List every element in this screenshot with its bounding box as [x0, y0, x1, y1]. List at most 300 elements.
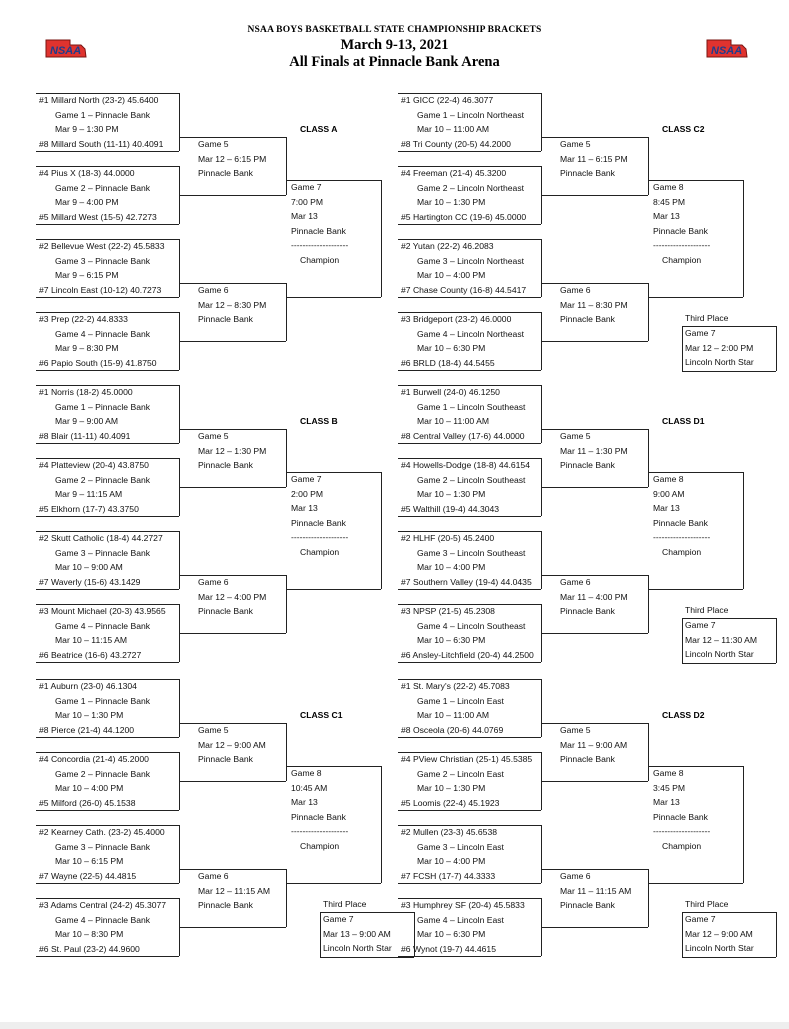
bracket-line — [179, 723, 286, 724]
bracket-line — [541, 679, 542, 737]
bracket-line — [398, 93, 541, 94]
bracket-line — [286, 283, 287, 341]
team-entry: #7 Lincoln East (10-12) 40.7273 — [39, 284, 162, 295]
bracket-line — [541, 385, 542, 443]
bracket-line — [179, 93, 180, 151]
bracket-line — [286, 472, 381, 473]
team-entry: #6 Papio South (15-9) 41.8750 — [39, 357, 157, 368]
bracket-line — [36, 151, 179, 152]
third-place-label: Third Place — [685, 605, 729, 616]
semifinal-time: Mar 11 – 8:30 PM — [560, 299, 628, 310]
final-site: Pinnacle Bank — [291, 811, 346, 822]
bracket-line — [286, 589, 381, 590]
class-label: CLASS D1 — [662, 416, 705, 426]
bracket-line — [179, 429, 286, 430]
semifinal-site: Pinnacle Bank — [560, 168, 615, 179]
date-range: March 9-13, 2021 — [340, 37, 449, 53]
bracket-line — [398, 589, 541, 590]
bracket-line — [541, 195, 648, 196]
final-divider: -------------------- — [653, 532, 711, 543]
final-date: Mar 13 — [291, 211, 318, 222]
bracket-line — [398, 312, 541, 313]
bracket-line — [398, 752, 541, 753]
final-date: Mar 13 — [291, 797, 318, 808]
champion-label: Champion — [662, 255, 702, 265]
class-label: CLASS B — [300, 416, 338, 426]
game-label: Game 2 – Lincoln Southeast — [417, 474, 526, 485]
bracket-line — [743, 766, 744, 883]
game-time: Mar 10 – 4:00 PM — [417, 856, 486, 867]
team-entry: #8 Central Valley (17-6) 44.0000 — [401, 430, 525, 441]
bracket-line — [776, 618, 777, 663]
bracket-line — [179, 385, 180, 443]
semifinal-game: Game 6 — [560, 285, 591, 295]
final-time: 9:00 AM — [653, 488, 685, 499]
game-time: Mar 10 – 4:00 PM — [55, 783, 124, 794]
bracket-line — [682, 371, 776, 372]
team-entry: #1 Auburn (23-0) 46.1304 — [39, 681, 137, 691]
bracket-line — [541, 429, 648, 430]
bracket-line — [682, 618, 683, 663]
third-place-time: Mar 12 – 11:30 AM — [685, 634, 757, 645]
game-time: Mar 9 – 6:15 PM — [55, 270, 119, 281]
bracket-line — [776, 326, 777, 371]
bracket-line — [398, 825, 541, 826]
team-entry: #1 GICC (22-4) 46.3077 — [401, 95, 494, 105]
final-game: Game 8 — [653, 182, 684, 192]
bracket-line — [36, 589, 179, 590]
champion-label: Champion — [300, 841, 340, 851]
bracket-line — [36, 752, 179, 753]
final-divider: -------------------- — [653, 826, 711, 837]
bracket-line — [36, 516, 179, 517]
game-time: Mar 10 – 11:00 AM — [417, 124, 489, 135]
final-site: Pinnacle Bank — [653, 811, 708, 822]
semifinal-site: Pinnacle Bank — [198, 754, 253, 765]
venue-line: All Finals at Pinnacle Bank Arena — [289, 54, 500, 70]
semifinal-site: Pinnacle Bank — [198, 460, 253, 471]
game-time: Mar 10 – 1:30 PM — [55, 710, 124, 721]
team-entry: #1 St. Mary's (22-2) 45.7083 — [401, 681, 510, 691]
game-time: Mar 10 – 6:15 PM — [55, 856, 124, 867]
semifinal-game: Game 6 — [560, 871, 591, 881]
bracket-line — [398, 810, 541, 811]
team-entry: #4 Freeman (21-4) 45.3200 — [401, 168, 507, 178]
game-time: Mar 10 – 8:30 PM — [55, 929, 124, 940]
final-game: Game 8 — [291, 768, 322, 778]
final-time: 8:45 PM — [653, 196, 686, 207]
game-label: Game 4 – Pinnacle Bank — [55, 914, 151, 925]
semifinal-time: Mar 11 – 9:00 AM — [560, 739, 628, 750]
game-time: Mar 10 – 11:00 AM — [417, 710, 489, 721]
team-entry: #2 HLHF (20-5) 45.2400 — [401, 533, 495, 543]
champion-label: Champion — [300, 255, 340, 265]
final-site: Pinnacle Bank — [291, 517, 346, 528]
bracket-line — [286, 869, 287, 927]
game-label: Game 4 – Lincoln Northeast — [417, 328, 525, 339]
team-entry: #5 Walthill (19-4) 44.3043 — [401, 503, 500, 514]
bracket-line — [682, 912, 683, 957]
team-entry: #2 Mullen (23-3) 45.6538 — [401, 827, 498, 837]
third-place-time: Mar 12 – 9:00 AM — [685, 928, 753, 939]
bracket-line — [36, 737, 179, 738]
team-entry: #6 BRLD (18-4) 44.5455 — [401, 357, 495, 368]
bracket-line — [36, 239, 179, 240]
team-entry: #8 Osceola (20-6) 44.0769 — [401, 724, 504, 735]
bracket-line — [286, 180, 381, 181]
bracket-line — [320, 957, 414, 958]
team-entry: #3 Humphrey SF (20-4) 45.5833 — [401, 900, 525, 910]
game-time: Mar 10 – 4:00 PM — [417, 270, 486, 281]
bracket-line — [179, 137, 286, 138]
svg-text:NSAA: NSAA — [50, 45, 82, 57]
team-entry: #7 Chase County (16-8) 44.5417 — [401, 284, 527, 295]
bracket-line — [743, 472, 744, 589]
bracket-line — [398, 883, 541, 884]
team-entry: #4 Pius X (18-3) 44.0000 — [39, 168, 135, 178]
team-entry: #3 Mount Michael (20-3) 43.9565 — [39, 606, 166, 616]
semifinal-site: Pinnacle Bank — [560, 314, 615, 325]
team-entry: #4 Howells-Dodge (18-8) 44.6154 — [401, 460, 530, 470]
bracket-line — [541, 239, 542, 297]
semifinal-site: Pinnacle Bank — [198, 606, 253, 617]
team-entry: #4 Concordia (21-4) 45.2000 — [39, 754, 149, 764]
bracket-line — [682, 326, 776, 327]
third-place-game: Game 7 — [323, 914, 354, 924]
team-entry: #8 Blair (11-11) 40.4091 — [39, 430, 131, 441]
bracket-line — [36, 443, 179, 444]
team-entry: #5 Millard West (15-5) 42.7273 — [39, 211, 157, 222]
team-entry: #1 Norris (18-2) 45.0000 — [39, 387, 133, 397]
bracket-line — [398, 898, 541, 899]
bracket-line — [648, 429, 649, 487]
semifinal-time: Mar 11 – 6:15 PM — [560, 153, 628, 164]
team-entry: #2 Kearney Cath. (23-2) 45.4000 — [39, 827, 165, 837]
bracket-line — [179, 869, 286, 870]
game-time: Mar 10 – 4:00 PM — [417, 562, 486, 573]
semifinal-game: Game 5 — [560, 139, 591, 149]
semifinal-site: Pinnacle Bank — [560, 460, 615, 471]
team-entry: #3 Prep (22-2) 44.8333 — [39, 314, 128, 324]
team-entry: #3 NPSP (21-5) 45.2308 — [401, 606, 495, 616]
semifinal-site: Pinnacle Bank — [560, 606, 615, 617]
team-entry: #6 Wynot (19-7) 44.4615 — [401, 943, 496, 954]
team-entry: #5 Loomis (22-4) 45.1923 — [401, 797, 500, 808]
third-place-site: Lincoln North Star — [685, 357, 754, 368]
game-label: Game 1 – Lincoln East — [417, 695, 504, 706]
bracket-line — [36, 531, 179, 532]
third-place-site: Lincoln North Star — [685, 943, 754, 954]
bracket-line — [36, 93, 179, 94]
team-entry: #8 Tri County (20-5) 44.2000 — [401, 138, 511, 149]
game-time: Mar 9 – 1:30 PM — [55, 124, 119, 135]
semifinal-time: Mar 12 – 11:15 AM — [198, 885, 270, 896]
game-time: Mar 9 – 4:00 PM — [55, 197, 119, 208]
semifinal-time: Mar 11 – 11:15 AM — [560, 885, 632, 896]
game-label: Game 3 – Lincoln Northeast — [417, 255, 525, 266]
game-label: Game 1 – Pinnacle Bank — [55, 109, 151, 120]
semifinal-time: Mar 12 – 4:00 PM — [198, 591, 267, 602]
bracket-line — [541, 825, 542, 883]
team-entry: #5 Elkhorn (17-7) 43.3750 — [39, 503, 139, 514]
final-divider: -------------------- — [291, 240, 349, 251]
team-entry: #2 Yutan (22-2) 46.2083 — [401, 241, 494, 251]
class-label: CLASS A — [300, 124, 338, 134]
bracket-line — [648, 180, 743, 181]
bracket-line — [36, 370, 179, 371]
final-divider: -------------------- — [653, 240, 711, 251]
game-label: Game 2 – Lincoln Northeast — [417, 182, 525, 193]
game-time: Mar 9 – 11:15 AM — [55, 489, 123, 500]
team-entry: #3 Adams Central (24-2) 45.3077 — [39, 900, 167, 910]
game-time: Mar 10 – 6:30 PM — [417, 635, 486, 646]
bracket-line — [398, 151, 541, 152]
team-entry: #2 Skutt Catholic (18-4) 44.2727 — [39, 533, 163, 543]
semifinal-game: Game 5 — [560, 725, 591, 735]
bracket-line — [398, 224, 541, 225]
team-entry: #3 Bridgeport (23-2) 46.0000 — [401, 314, 512, 324]
bracket-line — [682, 957, 776, 958]
team-entry: #8 Millard South (11-11) 40.4091 — [39, 138, 164, 149]
bracket-line — [398, 531, 541, 532]
bracket-line — [648, 297, 743, 298]
bracket-line — [179, 283, 286, 284]
team-entry: #5 Milford (26-0) 45.1538 — [39, 797, 136, 808]
bracket-line — [286, 723, 287, 781]
final-game: Game 7 — [291, 474, 322, 484]
semifinal-time: Mar 12 – 8:30 PM — [198, 299, 267, 310]
bracket-line — [398, 297, 541, 298]
bracket-line — [398, 166, 541, 167]
bracket-line — [179, 825, 180, 883]
team-entry: #1 Burwell (24-0) 46.1250 — [401, 387, 500, 397]
bracket-line — [36, 825, 179, 826]
final-site: Pinnacle Bank — [653, 225, 708, 236]
bracket-line — [179, 781, 286, 782]
bracket-line — [179, 927, 286, 928]
game-label: Game 4 – Pinnacle Bank — [55, 328, 151, 339]
third-place-game: Game 7 — [685, 620, 716, 630]
semifinal-game: Game 6 — [560, 577, 591, 587]
champion-label: Champion — [662, 547, 702, 557]
team-entry: #4 Platteview (20-4) 43.8750 — [39, 460, 149, 470]
team-entry: #6 Beatrice (16-6) 43.2727 — [39, 649, 142, 660]
bracket-line — [541, 575, 648, 576]
bracket-line — [682, 618, 776, 619]
bracket-line — [541, 137, 648, 138]
bracket-line — [381, 766, 382, 883]
bracket-line — [398, 679, 541, 680]
bracket-line — [648, 766, 743, 767]
bracket-line — [776, 912, 777, 957]
bracket-line — [398, 370, 541, 371]
bracket-line — [36, 166, 179, 167]
bracket-line — [398, 239, 541, 240]
bracket-line — [36, 956, 179, 957]
bracket-line — [36, 297, 179, 298]
bracket-line — [286, 137, 287, 195]
bracket-line — [541, 927, 648, 928]
game-label: Game 2 – Pinnacle Bank — [55, 768, 151, 779]
bracket-line — [398, 737, 541, 738]
team-entry: #4 PView Christian (25-1) 45.5385 — [401, 754, 533, 764]
semifinal-time: Mar 12 – 1:30 PM — [198, 445, 267, 456]
bracket-line — [682, 326, 683, 371]
bracket-line — [682, 912, 776, 913]
third-place-site: Lincoln North Star — [323, 943, 392, 954]
third-place-game: Game 7 — [685, 328, 716, 338]
bracket-line — [541, 869, 648, 870]
bracket-line — [36, 662, 179, 663]
champion-label: Champion — [300, 547, 340, 557]
champion-label: Champion — [662, 841, 702, 851]
bracket-line — [36, 604, 179, 605]
bracket-line — [179, 679, 180, 737]
bracket-line — [541, 93, 542, 151]
bracket-line — [179, 531, 180, 589]
final-game: Game 7 — [291, 182, 322, 192]
game-label: Game 1 – Pinnacle Bank — [55, 695, 151, 706]
bracket-line — [398, 516, 541, 517]
semifinal-site: Pinnacle Bank — [198, 168, 253, 179]
third-place-label: Third Place — [323, 899, 367, 910]
team-entry: #7 FCSH (17-7) 44.3333 — [401, 870, 496, 881]
bracket-line — [398, 662, 541, 663]
game-label: Game 1 – Pinnacle Bank — [55, 401, 151, 412]
bracket-line — [541, 723, 648, 724]
semifinal-game: Game 5 — [198, 139, 229, 149]
bracket-line — [648, 723, 649, 781]
bracket-line — [286, 575, 287, 633]
game-time: Mar 9 – 8:30 PM — [55, 343, 119, 354]
game-time: Mar 9 – 9:00 AM — [55, 416, 119, 427]
team-entry: #6 St. Paul (23-2) 44.9600 — [39, 943, 140, 954]
bracket-line — [398, 443, 541, 444]
bracket-line — [398, 385, 541, 386]
game-label: Game 2 – Pinnacle Bank — [55, 474, 151, 485]
bracket-line — [541, 341, 648, 342]
final-time: 10:45 AM — [291, 782, 328, 793]
bracket-line — [286, 429, 287, 487]
bracket-line — [648, 869, 649, 927]
game-label: Game 4 – Lincoln Southeast — [417, 620, 526, 631]
third-place-time: Mar 13 – 9:00 AM — [323, 928, 391, 939]
bracket-line — [398, 458, 541, 459]
bracket-line — [179, 195, 286, 196]
third-place-game: Game 7 — [685, 914, 716, 924]
game-label: Game 3 – Lincoln Southeast — [417, 547, 526, 558]
semifinal-time: Mar 11 – 1:30 PM — [560, 445, 628, 456]
page-bottom-edge — [0, 1022, 789, 1029]
final-time: 2:00 PM — [291, 488, 324, 499]
bracket-line — [648, 575, 649, 633]
team-entry: #6 Ansley-Litchfield (20-4) 44.2500 — [401, 649, 534, 660]
bracket-line — [179, 239, 180, 297]
bracket-line — [36, 312, 179, 313]
bracket-line — [541, 283, 648, 284]
final-date: Mar 13 — [653, 797, 680, 808]
final-divider: -------------------- — [291, 532, 349, 543]
team-entry: #8 Pierce (21-4) 44.1200 — [39, 724, 135, 735]
game-time: Mar 10 – 1:30 PM — [417, 489, 486, 500]
game-label: Game 3 – Pinnacle Bank — [55, 547, 151, 558]
team-entry: #7 Wayne (22-5) 44.4815 — [39, 870, 137, 881]
bracket-line — [648, 472, 743, 473]
bracket-line — [648, 589, 743, 590]
final-date: Mar 13 — [653, 211, 680, 222]
game-time: Mar 10 – 1:30 PM — [417, 783, 486, 794]
class-label: CLASS C2 — [662, 124, 705, 134]
semifinal-site: Pinnacle Bank — [560, 754, 615, 765]
game-time: Mar 10 – 1:30 PM — [417, 197, 486, 208]
game-label: Game 4 – Pinnacle Bank — [55, 620, 151, 631]
semifinal-game: Game 5 — [198, 431, 229, 441]
game-label: Game 4 – Lincoln East — [417, 914, 504, 925]
bracket-line — [36, 385, 179, 386]
bracket-line — [286, 883, 381, 884]
bracket-line — [398, 956, 541, 957]
class-label: CLASS D2 — [662, 710, 705, 720]
final-divider: -------------------- — [291, 826, 349, 837]
final-date: Mar 13 — [291, 503, 318, 514]
bracket-line — [320, 912, 414, 913]
final-site: Pinnacle Bank — [653, 517, 708, 528]
bracket-line — [179, 575, 286, 576]
team-entry: #1 Millard North (23-2) 45.6400 — [39, 95, 159, 105]
semifinal-game: Game 5 — [198, 725, 229, 735]
semifinal-time: Mar 12 – 6:15 PM — [198, 153, 267, 164]
bracket-line — [682, 663, 776, 664]
semifinal-game: Game 6 — [198, 577, 229, 587]
bracket-line — [179, 633, 286, 634]
game-time: Mar 10 – 11:00 AM — [417, 416, 489, 427]
game-time: Mar 10 – 11:15 AM — [55, 635, 127, 646]
bracket-line — [541, 633, 648, 634]
team-entry: #5 Hartington CC (19-6) 45.0000 — [401, 211, 527, 222]
bracket-line — [381, 472, 382, 589]
game-label: Game 1 – Lincoln Northeast — [417, 109, 525, 120]
bracket-line — [541, 531, 542, 589]
class-label: CLASS C1 — [300, 710, 343, 720]
bracket-line — [179, 487, 286, 488]
bracket-line — [541, 487, 648, 488]
bracket-line — [648, 283, 649, 341]
bracket-line — [541, 781, 648, 782]
final-time: 3:45 PM — [653, 782, 686, 793]
bracket-line — [286, 297, 381, 298]
document-title: NSAA BOYS BASKETBALL STATE CHAMPIONSHIP BRACKETS — [247, 25, 542, 35]
game-time: Mar 10 – 6:30 PM — [417, 929, 486, 940]
game-time: Mar 10 – 9:00 AM — [55, 562, 123, 573]
final-game: Game 8 — [653, 768, 684, 778]
third-place-time: Mar 12 – 2:00 PM — [685, 342, 754, 353]
bracket-line — [36, 458, 179, 459]
nsaa-logo-right — [705, 36, 749, 62]
bracket-line — [648, 137, 649, 195]
bracket-line — [648, 883, 743, 884]
semifinal-site: Pinnacle Bank — [198, 900, 253, 911]
bracket-line — [36, 883, 179, 884]
bracket-line — [36, 898, 179, 899]
semifinal-time: Mar 12 – 9:00 AM — [198, 739, 266, 750]
game-label: Game 3 – Pinnacle Bank — [55, 841, 151, 852]
game-label: Game 2 – Pinnacle Bank — [55, 182, 151, 193]
final-date: Mar 13 — [653, 503, 680, 514]
bracket-line — [320, 912, 321, 957]
game-label: Game 2 – Lincoln East — [417, 768, 504, 779]
final-time: 7:00 PM — [291, 196, 324, 207]
third-place-site: Lincoln North Star — [685, 649, 754, 660]
